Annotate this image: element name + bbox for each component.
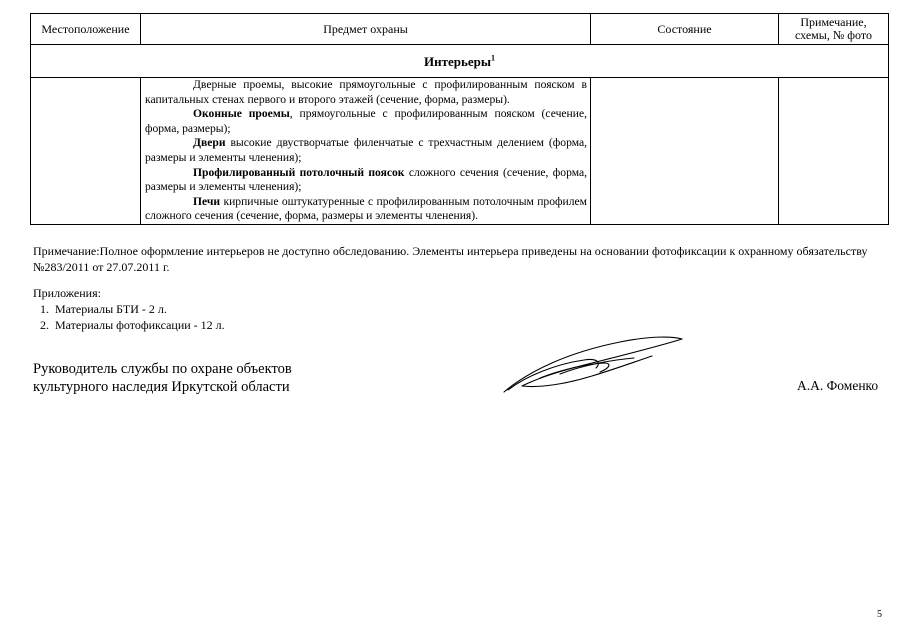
subject-item: Профилированный потолочный поясок сложного сечения (сечение, форма, размеры и элементы членения);: [145, 165, 587, 194]
section-title: Интерьеры: [423, 53, 491, 69]
header-state: Состояние: [591, 14, 779, 45]
subject-item: Дверные проемы, высокие прямоугольные с профилированным пояском в капитальных стенах первого и второго этажей (сечение, форма, размеры).: [145, 78, 587, 106]
subject-item: Печи кирпичные оштукатуренные с профилированным потолочным профилем сложного сечения (сечение, форма, размеры и элементы членения).: [145, 194, 587, 223]
page-number: 5: [877, 609, 882, 620]
subject-item: Двери высокие двустворчатые филенчатые с трехчастным делением (форма, размеры и элементы членения);: [145, 136, 587, 164]
section-title-cell: [31, 45, 889, 78]
position-line: Руководитель службы по охране объектов: [33, 361, 292, 377]
header-note-line1: Примечание,: [800, 15, 867, 29]
subject-cell: [141, 78, 591, 225]
signer-position: [33, 360, 292, 396]
signer-name: А.А. Фоменко: [797, 378, 879, 393]
handwritten-signature: [500, 330, 690, 400]
subject-description: [141, 78, 590, 224]
appendix-list: [33, 301, 225, 333]
section-footnote-mark: 1: [491, 53, 495, 63]
position-line: культурного наследия Иркутской области: [33, 379, 290, 395]
list-item: 1. Материалы БТИ - 2 л.: [52, 301, 225, 317]
state-cell: [591, 78, 779, 225]
location-cell: [31, 78, 141, 225]
list-item: 2. Материалы фотофиксации - 12 л.: [52, 317, 225, 333]
header-location: Местоположение: [31, 14, 141, 45]
section-row: [31, 45, 889, 78]
header-note-line2: схемы, № фото: [794, 28, 872, 42]
subject-item: Оконные проемы, прямоугольные с профилированным пояском (сечение, форма, размеры);: [145, 107, 587, 135]
appendix-block: [33, 285, 225, 333]
header-subject: Предмет охраны: [141, 14, 591, 45]
note-cell: [779, 78, 889, 225]
appendix-title: Приложения:: [33, 286, 101, 300]
header-note: [779, 14, 889, 45]
table-header-row: [31, 14, 889, 45]
table-row: [31, 78, 889, 225]
heritage-table: [30, 13, 889, 225]
note-paragraph: Примечание:Полное оформление интерьеров не доступно обследованию. Элементы интерьера приведены на основании фотофиксации к охранному обязательству №283/2011 от 27.07.2011 г.: [33, 244, 868, 274]
